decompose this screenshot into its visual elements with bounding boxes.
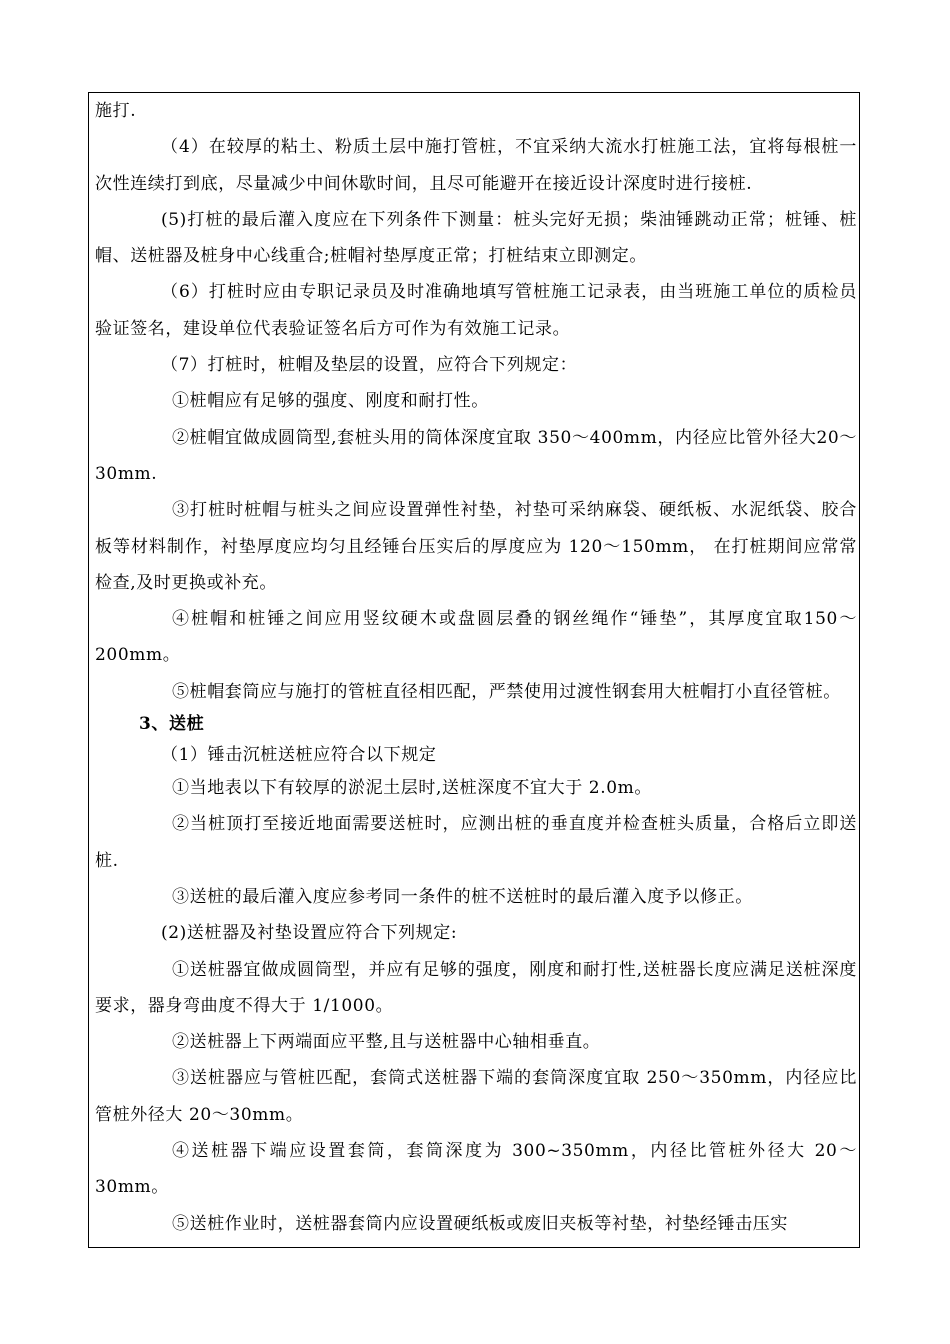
paragraph: （4）在较厚的粘土、粉质土层中施打管桩，不宜采纳大流水打桩施工法，宜将每根桩一次性连续打到底，尽量减少中间休歇时间，且尽可能避开在接近设计深度时进行接桩.	[95, 137, 857, 194]
paragraph: 施打.	[95, 101, 137, 121]
paragraph: （1）锤击沉桩送桩应符合以下规定	[161, 745, 437, 766]
paragraph: ③送桩器应与管桩匹配，套筒式送桩器下端的套筒深度宜取 250～350mm，内径应比管桩外径大 20～30mm。	[95, 1068, 857, 1125]
paragraph: ①送桩器宜做成圆筒型，并应有足够的强度，刚度和耐打性,送桩器长度应满足送桩深度要求，器身弯曲度不得大于 1/1000。	[95, 959, 857, 1016]
paragraph: (5)打桩的最后灌入度应在下列条件下测量：桩头完好无损；柴油锤跳动正常；桩锤、桩帽、送桩器及桩身中心线重合;桩帽衬垫厚度正常；打桩结束立即测定。	[95, 209, 857, 267]
paragraph: ③打桩时桩帽与桩头之间应设置弹性衬垫，衬垫可采纳麻袋、硬纸板、水泥纸袋、胶合板等材料制作，衬垫厚度应均匀且经锤台压实后的厚度应为 120～150mm， 在打桩期间应常常检查,及时更换或补充。	[95, 500, 857, 593]
paragraph: ①桩帽应有足够的强度、刚度和耐打性。	[172, 391, 489, 412]
paragraph: ②当桩顶打至接近地面需要送桩时，应测出桩的垂直度并检查桩头质量，合格后立即送桩.	[95, 814, 857, 871]
paragraph: ④送桩器下端应设置套筒，套筒深度为 300~350mm，内径比管桩外径大 20～30mm。	[95, 1141, 857, 1198]
paragraph: ⑤送桩作业时，送桩器套筒内应设置硬纸板或废旧夹板等衬垫，衬垫经锤击压实	[172, 1213, 788, 1234]
paragraph: ④桩帽和桩锤之间应用竖纹硬木或盘圆层叠的钢丝绳作“锤垫”，其厚度宜取150～200mm。	[95, 609, 857, 666]
paragraph: ③送桩的最后灌入度应参考同一条件的桩不送桩时的最后灌入度予以修正。	[172, 886, 753, 907]
paragraph: ①当地表以下有较厚的淤泥土层时,送桩深度不宜大于 2.0m。	[172, 778, 652, 799]
paragraph: ②桩帽宜做成圆筒型,套桩头用的筒体深度宜取 350～400mm，内径应比管外径大20～30mm.	[95, 427, 857, 484]
document-body	[95, 93, 857, 1242]
paragraph: (2)送桩器及衬垫设置应符合下列规定:	[161, 923, 458, 944]
paragraph: （6）打桩时应由专职记录员及时准确地填写管桩施工记录表，由当班施工单位的质检员验证签名，建设单位代表验证签名后方可作为有效施工记录。	[95, 282, 857, 339]
paragraph: （7）打桩时，桩帽及垫层的设置，应符合下列规定：	[161, 355, 578, 376]
section-heading: 3、送桩	[139, 714, 205, 735]
paragraph: ②送桩器上下两端面应平整,且与送桩器中心轴相垂直。	[172, 1032, 601, 1053]
paragraph: ⑤桩帽套筒应与施打的管桩直径相匹配，严禁使用过渡性钢套用大桩帽打小直径管桩。	[172, 681, 841, 702]
